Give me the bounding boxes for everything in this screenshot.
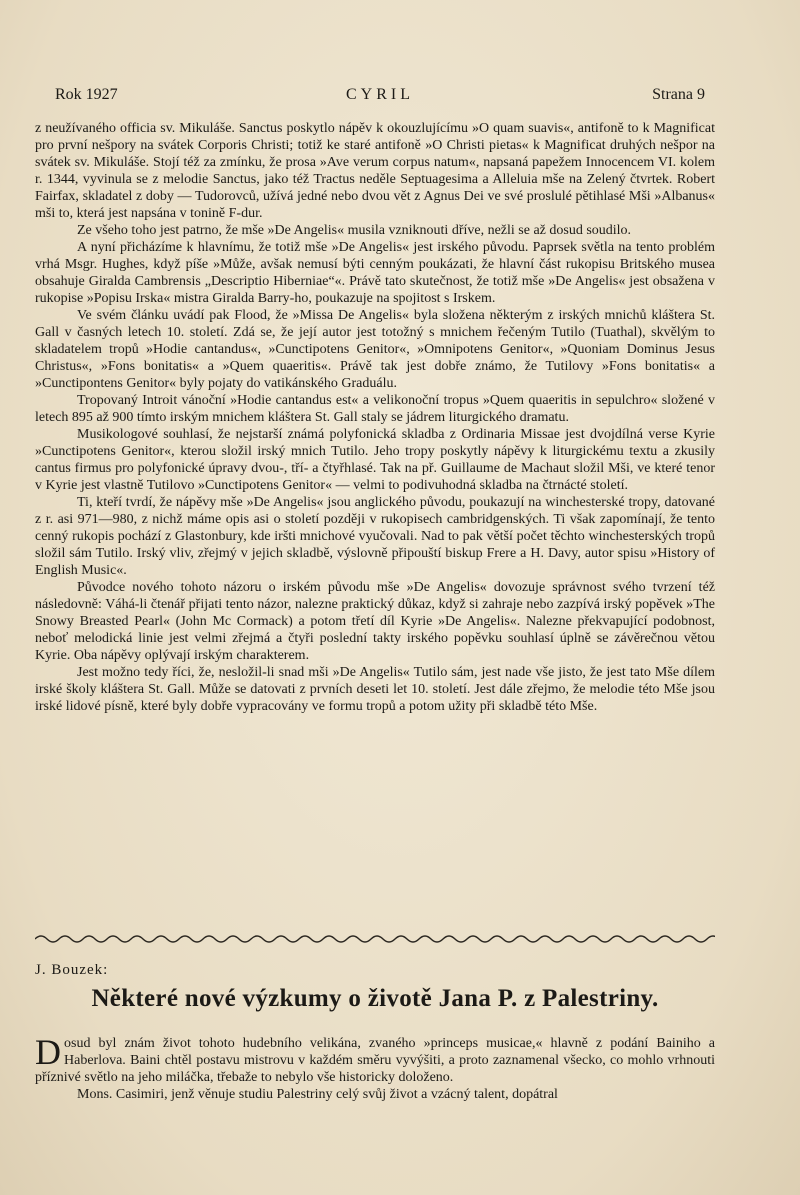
- paragraph: Ve svém článku uvádí pak Flood, že »Missa De Angelis« byla složena některým z irských mnichů kláštera St. Gall v časných letech 10. století. Zdá se, že její autor jest totožný s mnichem řečeným Tutilo (Tuathal), skvělým to skladatelem tropů »Hodie cantandus«, »Cunctipotens Genitor«, »Omnipotens Genitor«, »Quoniam Dominus Jesus Christus«, »Fons bonitatis« a »Quem quaeritis«. Právě tak jest dobře známo, že Tutilovy »Fons bonitatis« a »Cunctipontens Genitor« byly pojaty do vatikánského Graduálu.: [35, 308, 715, 391]
- paragraph: Mons. Casimiri, jenž věnuje studiu Palestriny celý svůj život a vzácný talent, dopátral: [77, 1087, 558, 1102]
- article-continued-text: [35, 120, 715, 715]
- paragraph: Tropovaný Introit vánoční »Hodie cantandus est« a velikonoční tropus »Quem quaeritis in sepulchro« složené v letech 895 až 900 tímto irským mnichem kláštera St. Gall staly se jádrem liturgického dramatu.: [35, 393, 715, 425]
- paragraph: A nyní přicházíme k hlavnímu, že totiž mše »De Angelis« jest irského původu. Paprsek světla na tento problém vrhá Msgr. Hughes, když píše »Může, avšak nemusí býti cenným poukázati, že hlavní část rukopisu Britského musea obsahuje Giralda Cambrensis „Descriptio Hiberniae“«. Právě tato skutečnost, že totiž mše »De Angelis« jest obsažena v rukopise »Popisu Irska« mistra Giralda Barry-ho, poukazuje na spojitost s Irskem.: [35, 240, 715, 306]
- paragraph: Ti, kteří tvrdí, že nápěvy mše »De Angelis« jsou anglického původu, poukazují na winchesterské tropy, datované z r. asi 971—980, z nichž máme opis asi o století později v rukopisech cambridgenských. Ti však zapomínají, že tento cenný rukopis pochází z Glastonbury, kde iršti mnichové vyučovali. Nad to pak větší počet těchto winchesterských tropů složil sám Tutilo. Irský vliv, zřejmý v jejich skladbě, výslovně připouští biskup Frere a H. Davy, autor spisu »History of English Music«.: [35, 495, 715, 578]
- header-journal-title: CYRIL: [346, 86, 414, 103]
- paragraph: Jest možno tedy říci, že, nesložil-li snad mši »De Angelis« Tutilo sám, jest nade vše jisto, že jest tato Mše dílem irské školy kláštera St. Gall. Může se datovati z prvních deseti let 10. století. Jest dále zřejmo, že melodie této Mše jsou irské lidové písně, které byly dobře vypracovány ve formu tropů a potom užity při skladbě této Mše.: [35, 665, 715, 714]
- paragraph: Musikologové souhlasí, že nejstarší známá polyfonická skladba z Ordinaria Missae jest dvojdílná verse Kyrie »Cunctipotens Genitor«, kterou složil irský mnich Tutilo. Jeho tropy poskytly nápěvy k liturgickému textu a zkusily cantus firmus pro polyfonické úpravy dvou-, tří- a čtyřhlasé. Tak na př. Guillaume de Machaut složil Mši, ve které tenor v Kyrie jest vlastně Tutilovo »Cunctipotens Genitor« — velmi to podivuhodná skladba na čtrnácté století.: [35, 427, 715, 493]
- header-year: Rok 1927: [55, 86, 118, 103]
- header-page-number: Strana 9: [652, 86, 705, 103]
- article-title: Některé nové výzkumy o životě Jana P. z Palestriny.: [91, 985, 659, 1012]
- wavy-divider: [35, 932, 715, 946]
- paragraph: Ze všeho toho jest patrno, že mše »De Angelis« musila vzniknouti dříve, nežli se až dosud soudilo.: [77, 223, 632, 238]
- article-text: [35, 1032, 715, 1103]
- article-author: J. Bouzek:: [35, 962, 109, 978]
- paragraph: Původce nového tohoto názoru o irském původu mše »De Angelis« dovozuje správnost svého tvrzení též následovně: Váhá-li čtenář přijati tento názor, nalezne praktický důkaz, když si zahraje nebo zazpívá irský popěvek »The Snowy Breasted Pearl« (John Mc Cormack) a potom třetí díl Kyrie »De Angelis«. Nalezne překvapující podobnost, neboť melodická linie jest velmi zřejmá a čtyři poslední takty irského popěvku souhlasí úplně se závěrečnou větou Kyrie. Oba nápěvy oplývají irským charakterem.: [35, 580, 715, 663]
- drop-cap: D: [35, 1032, 61, 1072]
- running-header: [55, 86, 705, 110]
- paragraph-text: osud byl znám život tohoto hudebního velikána, zvaného »princeps musicae,« hlavně z podání Bainiho a Haberlova. Baini chtěl postavu mistrovu v každém směru vyvýšiti, a proto zaznamenal všecko, co mohlo vrhnouti příznivé světlo na jeho miláčka, třebaže to nebylo vše historicky doloženo.: [35, 1036, 715, 1085]
- paragraph: [35, 1032, 715, 1086]
- paragraph: z neužívaného officia sv. Mikuláše. Sanctus poskytlo nápěv k okouzlujícímu »O quam suavis«, antifoně to k Magnificat pro první nešpory na svátek Corporis Christi; totiž ke staré antifoně »O Christi pietas« k Magnificat druhých nešpor na svátek sv. Mikuláše. Stojí též za zmínku, že prosa »Ave verum corpus natum«, napsaná papežem Innocencem VI. kolem r. 1344, vyvinula se z melodie Sanctus, jako též Tractus neděle Septuagesima a Alleluia mše na Zelený čtvrtek. Robert Fairfax, skladatel z doby — Tudorovců, užívá jedné nebo dvou vět z Agnus Dei ve své proslulé pětihlasé Mši »Albanus« mši to, která jest napsána v tonině F-dur.: [35, 121, 715, 221]
